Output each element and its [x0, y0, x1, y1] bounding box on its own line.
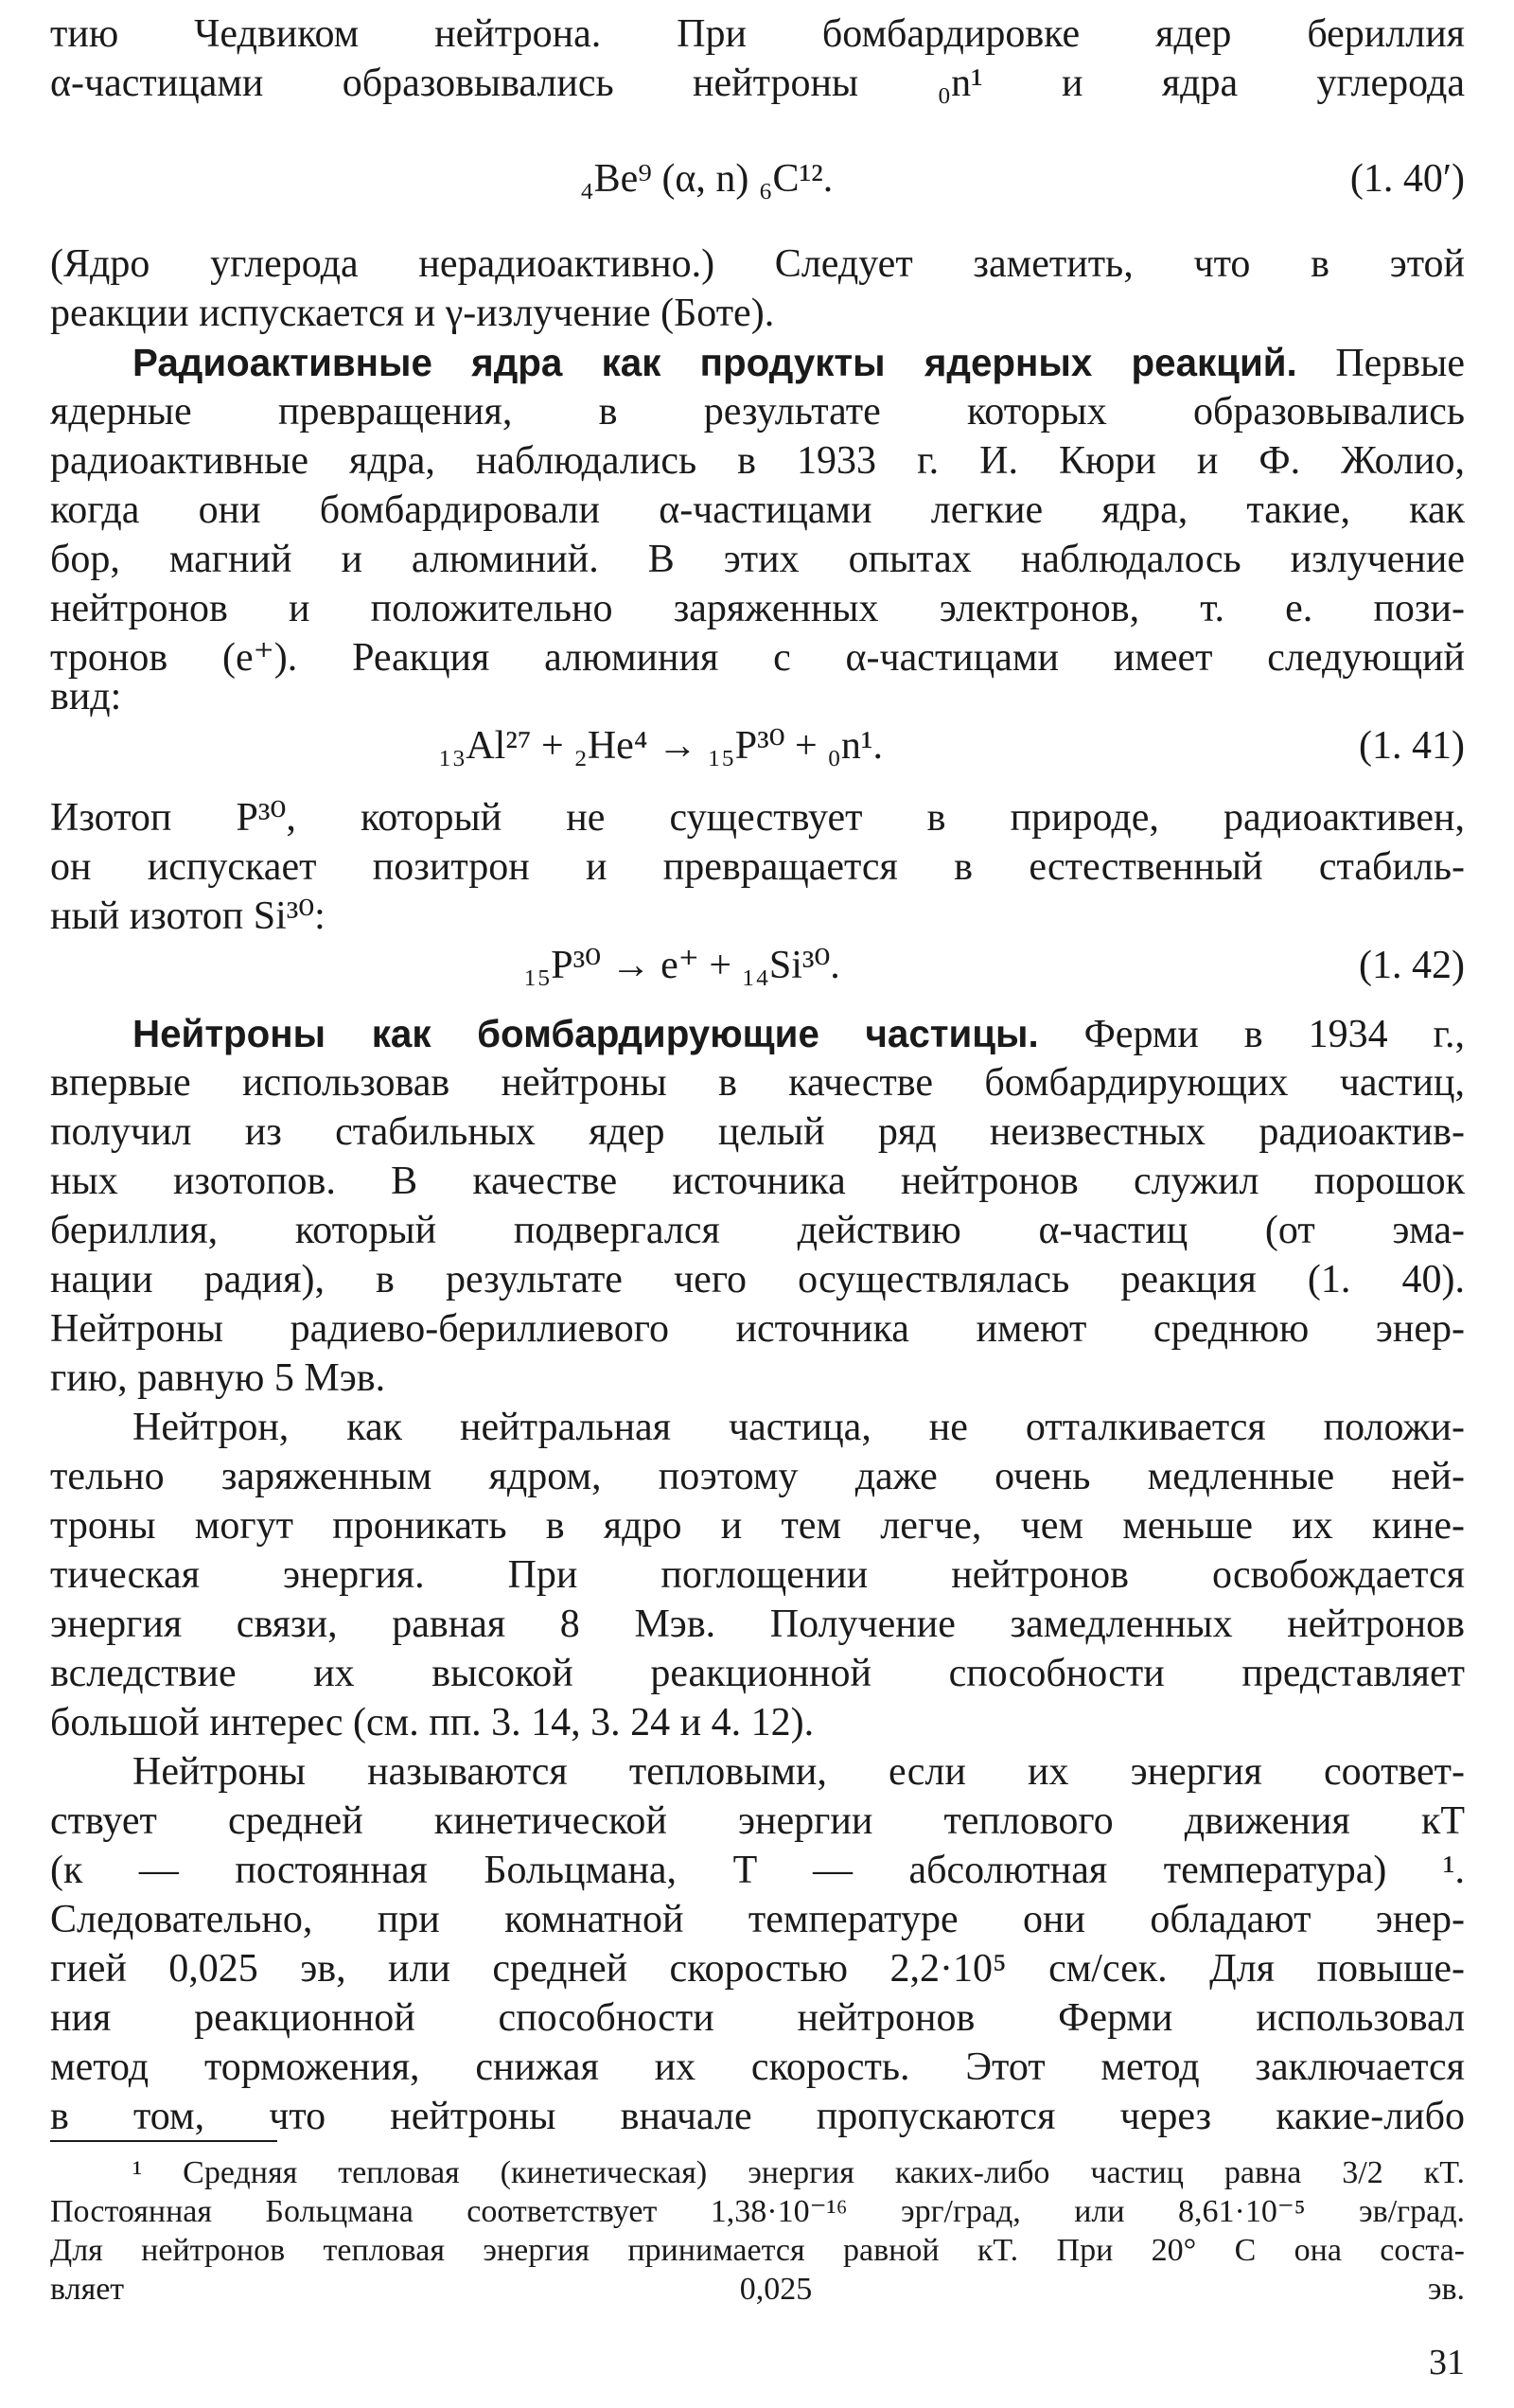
text-line: вид:: [50, 675, 122, 718]
text-line: Изотоп P³⁰, который не существует в природе, радиоактивен,: [50, 796, 1465, 840]
equation-body: ₁₅P³⁰ → e⁺ + ₁₄Si³⁰.: [523, 944, 840, 987]
page-number: 31: [1429, 2343, 1465, 2382]
equation-1-40-prime: [50, 154, 1465, 204]
text-line: ния реакционной способности нейтронов Ферми использовал: [50, 1996, 1465, 2040]
text-line: тическая энергия. При поглощении нейтронов освобождается: [50, 1553, 1465, 1597]
section-heading-line: Нейтроны как бомбардирующие частицы. Ферми в 1934 г.,: [132, 1012, 1465, 1056]
text-line: метод торможения, снижая их скорость. Этот метод заключается: [50, 2045, 1465, 2089]
text-line: когда они бомбардировали α-частицами легкие ядра, такие, как: [50, 488, 1465, 532]
section-heading-line: Радиоактивные ядра как продукты ядерных реакций. Первые: [132, 341, 1465, 385]
text-line: вследствие их высокой реакционной способности представляет: [50, 1652, 1465, 1695]
equation-1-41: [50, 721, 1465, 770]
section-heading: Нейтроны как бомбардирующие частицы.: [132, 1012, 1039, 1055]
text-line: нейтронов и положительно заряженных электронов, т. е. пози-: [50, 587, 1465, 630]
text-line: впервые использовав нейтроны в качестве бомбардирующих частиц,: [50, 1061, 1465, 1105]
text-line: ных изотопов. В качестве источника нейтронов служил порошок: [50, 1160, 1465, 1203]
footnote-line: вляет 0,025 эв.: [50, 2272, 1465, 2307]
text-line: получил из стабильных ядер целый ряд неизвестных радиоактив-: [50, 1110, 1465, 1154]
footnote-line: Для нейтронов тепловая энергия принимается равной кT. При 20° С она соста-: [50, 2233, 1465, 2268]
text-line: большой интерес (см. пп. 3. 14, 3. 24 и 4. 12).: [50, 1701, 815, 1744]
text-line: бор, магний и алюминий. В этих опытах наблюдалось излучение: [50, 538, 1465, 581]
equation-number: (1. 41): [1359, 724, 1465, 768]
text-line: в том, что нейтроны вначале пропускаются через какие-либо: [50, 2095, 1465, 2138]
footnote-separator: [50, 2140, 277, 2142]
text-line: троны могут проникать в ядро и тем легче, чем меньше их кине-: [50, 1504, 1465, 1548]
equation-number: (1. 42): [1359, 944, 1465, 987]
text-line: ствует средней кинетической энергии теплового движения кT: [50, 1799, 1465, 1843]
text-line: реакции испускается и γ-излучение (Боте).: [50, 292, 775, 335]
text-line: Нейтроны радиево-бериллиевого источника имеют среднюю энер-: [50, 1307, 1465, 1351]
text-line: радиоактивные ядра, наблюдались в 1933 г. И. Кюри и Ф. Жолио,: [50, 439, 1465, 483]
footnote-line: ¹ Средняя тепловая (кинетическая) энергия каких-либо частиц равна 3/2 кT.: [132, 2155, 1465, 2190]
equation-body: ₄Be⁹ (α, n) ₆C¹².: [580, 157, 834, 201]
footnote-line: Постоянная Больцмана соответствует 1,38·10⁻¹⁶ эрг/град, или 8,61·10⁻⁵ эв/град.: [50, 2194, 1465, 2229]
equation-body: ₁₃Al²⁷ + ₂He⁴ → ₁₅P³⁰ + ₀n¹.: [438, 724, 883, 768]
text-line: Следовательно, при комнатной температуре они обладают энер-: [50, 1898, 1465, 1941]
text-line: (Ядро углерода нерадиоактивно.) Следует заметить, что в этой: [50, 242, 1465, 286]
text-line: Нейтрон, как нейтральная частица, не отталкивается положи-: [132, 1406, 1465, 1449]
text-line: нации радия), в результате чего осуществлялась реакция (1. 40).: [50, 1258, 1465, 1301]
equation-1-42: [50, 941, 1465, 990]
equation-number: (1. 40′): [1349, 157, 1465, 201]
text-line: гию, равную 5 Мэв.: [50, 1356, 386, 1400]
text-line: энергия связи, равная 8 Мэв. Получение замедленных нейтронов: [50, 1602, 1465, 1646]
section-heading: Радиоактивные ядра как продукты ядерных реакций.: [132, 341, 1297, 384]
text-line: гией 0,025 эв, или средней скоростью 2,2·10⁵ см/сек. Для повыше-: [50, 1947, 1465, 1991]
text-line: он испускает позитрон и превращается в естественный стабиль-: [50, 845, 1465, 889]
text-line: Нейтроны называются тепловыми, если их энергия соответ-: [132, 1750, 1465, 1794]
text-line: ный изотоп Si³⁰:: [50, 894, 326, 938]
text-line: (к — постоянная Больцмана, T — абсолютная температура) ¹.: [50, 1849, 1465, 1892]
text-line: тию Чедвиком нейтрона. При бомбардировке ядер бериллия: [50, 12, 1465, 56]
text-line: тельно заряженным ядром, поэтому даже очень медленные ней-: [50, 1455, 1465, 1498]
text-line: α-частицами образовывались нейтроны ₀n¹ и ядра углерода: [50, 62, 1465, 105]
text-line: бериллия, который подвергался действию α-частиц (от эма-: [50, 1209, 1465, 1252]
text-line: ядерные превращения, в результате которых образовывались: [50, 390, 1465, 434]
text-line: тронов (e⁺). Реакция алюминия с α-частицами имеет следующий: [50, 636, 1465, 680]
